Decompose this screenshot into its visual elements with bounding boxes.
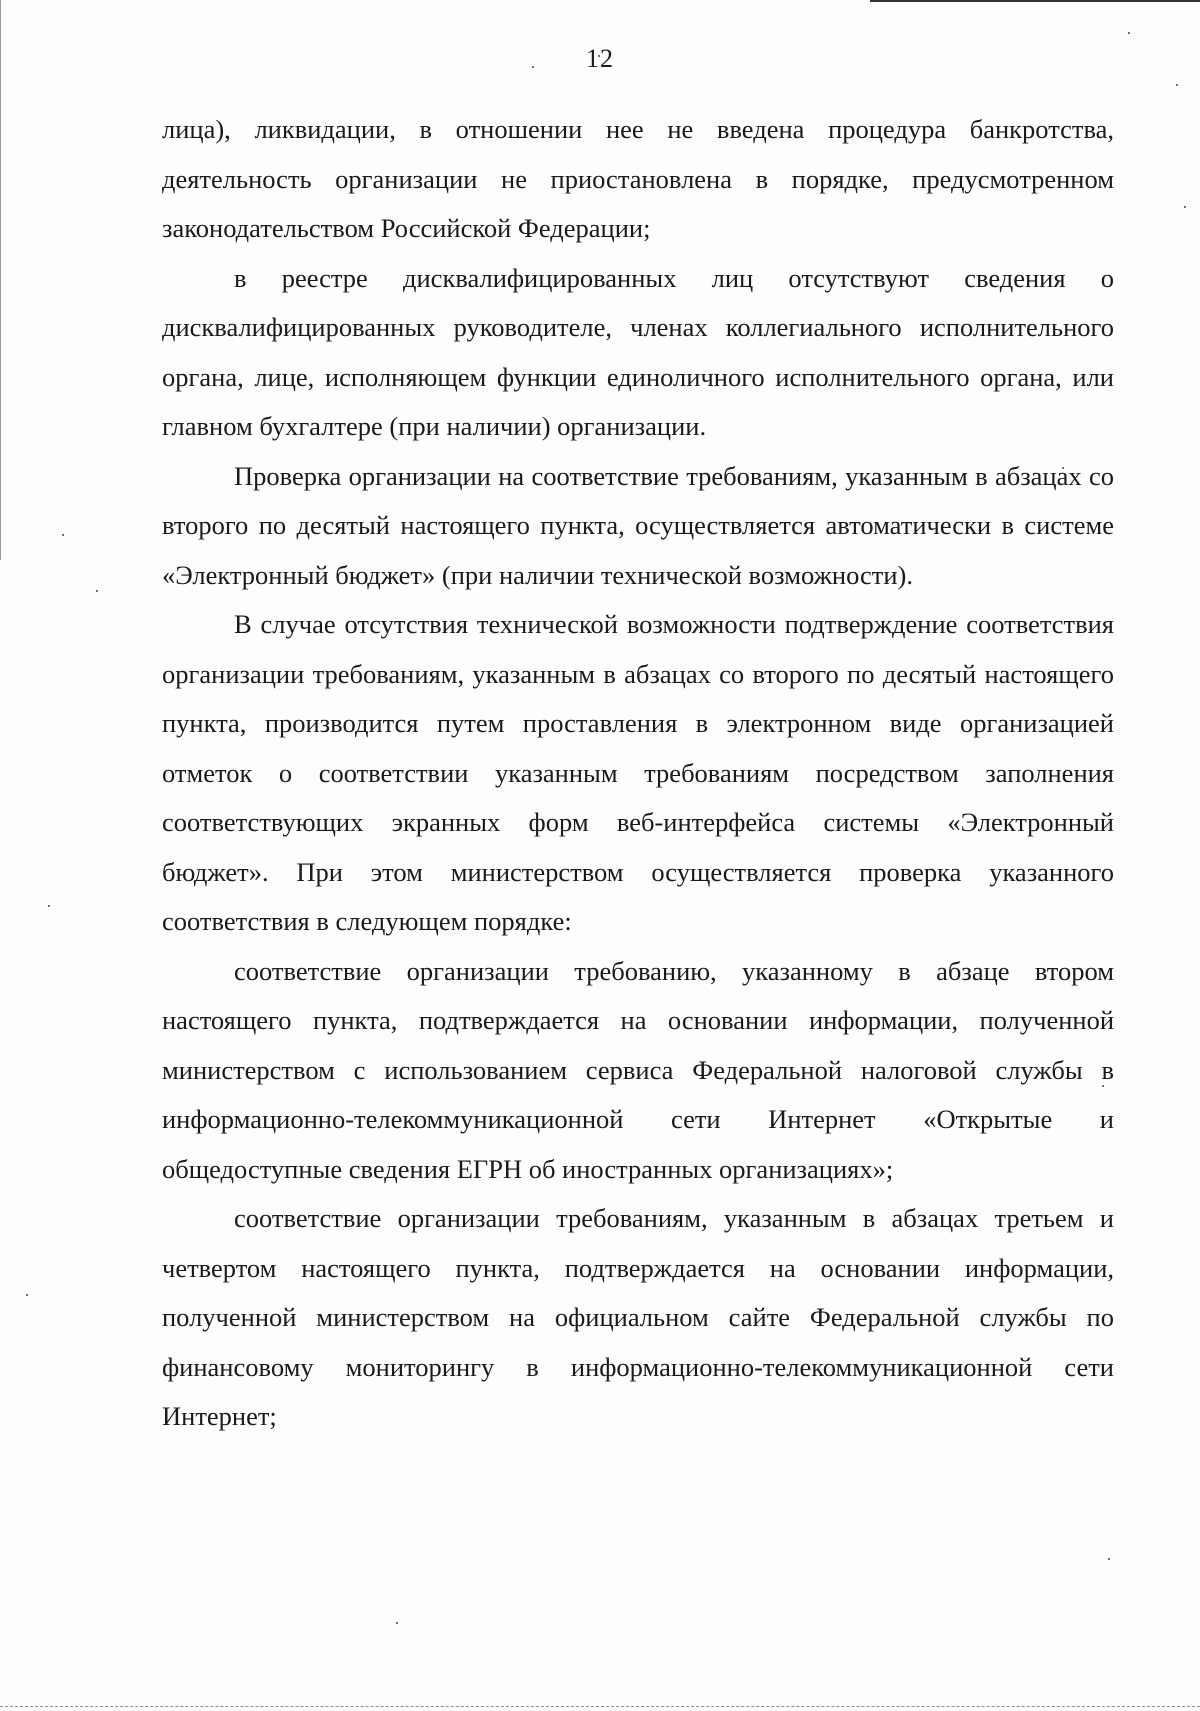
scan-speck [26, 1294, 28, 1296]
scan-speck [396, 1622, 398, 1624]
scan-edge-left [0, 0, 1, 560]
scan-speck [48, 905, 50, 907]
paragraph: Проверка организации на соответствие требованиям, указанным в абзацах со второго по десятый настоящего пункта, осуществляется автоматически в системе «Электронный бюджет» (при наличии технической возможности). [162, 460, 1114, 590]
paragraph: соответствие организации требованиям, указанным в абзацах третьем и четвертом настоящего пункта, подтверждается на основании информации, полученной министерством на официальном сайте Федеральной службы по финансовому мониторингу в информационно-телекоммуникационной сети Интернет; [162, 1203, 1114, 1431]
paragraph: В случае отсутствия технической возможности подтверждение соответствия организации требованиям, указанным в абзацах со второго по десятый настоящего пункта, производится путем проставления в электронном виде организацией отметок о соответствии указанным требованиям посредством заполнения соответствующих экранных форм веб-интерфейса системы «Электронный бюджет». При этом министерством осуществляется проверка указанного соответствия в следующем порядке: [162, 609, 1114, 936]
paragraph: соответствие организации требованию, указанному в абзаце втором настоящего пункта, подтверждается на основании информации, полученной министерством с использованием сервиса Федеральной налоговой службы в информационно-телекоммуникационной сети Интернет «Открытые и общедоступные сведения ЕГРН об иностранных организациях»; [162, 955, 1114, 1184]
scan-speck [1184, 206, 1186, 208]
paragraph: в реестре дисквалифицированных лиц отсутствуют сведения о дисквалифицированных руководителе, членах коллегиального исполнительного органа, лице, исполняющем функции единоличного исполнительного органа, или главном бухгалтере (при наличии) организации. [162, 262, 1114, 441]
scan-speck [62, 534, 64, 536]
paragraph: лица), ликвидации, в отношении нее не введена процедура банкротства, деятельность организации не приостановлена в порядке, предусмотренном законодательством Российской Федерации; [162, 114, 1114, 243]
scan-speck [1108, 1558, 1110, 1560]
page-number: 12 [586, 44, 614, 73]
scan-speck [1176, 84, 1178, 86]
scan-edge-top [870, 0, 1200, 2]
scan-speck [1128, 32, 1130, 34]
body-text [162, 105, 1114, 1442]
scan-speck [96, 590, 98, 592]
scan-edge-bottom [0, 1706, 1200, 1707]
